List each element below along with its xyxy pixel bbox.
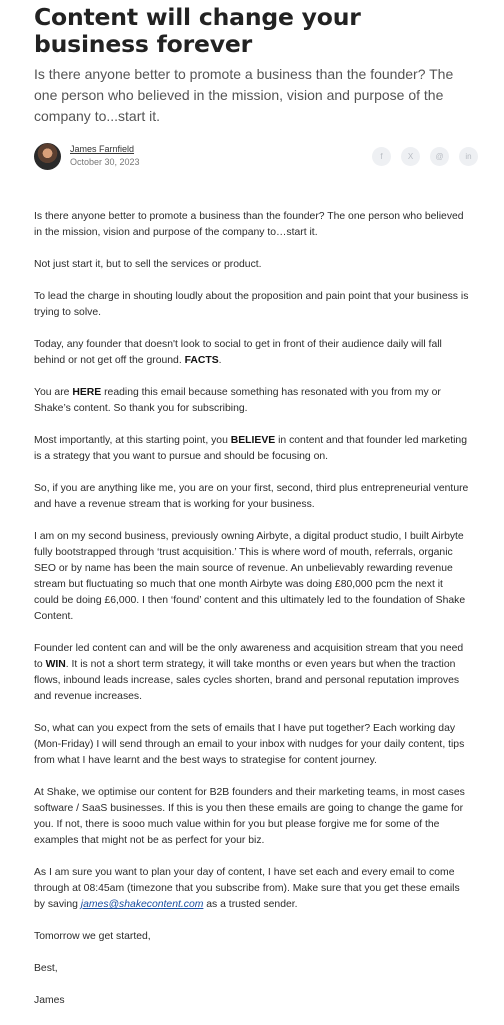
text: as a trusted sender. [203,899,298,910]
text: Founder led content can and will be the only awareness and acquisition stream that you need to [34,643,464,670]
paragraph: I am on my second business, previously owning Airbyte, a digital product studio, I built Airbyte fully bootstrapped through ‘trust acquisition.’ This is where word of mouth, referrals, organic SEO or by name has been the main source of revenue. An unbelievably rewarding revenue stream but fluctuating so much that one month Airbyte was doing £80,000 pcm the next it could be doing £6,000. I then ‘found’ content and this ultimately led to the foundation of Shake Content. [34,531,466,622]
publish-date: October 30, 2023 [70,157,140,167]
paragraph [34,865,470,913]
article [34,4,470,1025]
paragraph: Not just start it, but to sell the services or product. [34,259,262,270]
article-title: Content will change your business forever [34,3,361,58]
text: As I am sure you want to plan your day of content, I have set each and every email to come through at 08:45am (timezone that you subscribe from). Make sure that you get these emails by saving [34,867,460,910]
author-bar [34,141,470,171]
text: You are [34,387,73,398]
author-meta [70,143,140,169]
paragraph: James [34,995,65,1006]
paragraph: To lead the charge in shouting loudly about the proposition and pain point that your business is trying to solve. [34,291,469,318]
email-link[interactable]: james@shakecontent.com [80,899,204,910]
paragraph: Is there anyone better to promote a business than the founder? The one person who believed in the mission, vision and purpose of the company to…start it. [34,211,464,238]
paragraph: Tomorrow we get started, [34,931,151,942]
bold-text: HERE [72,387,102,398]
x-icon[interactable]: X [401,147,420,166]
bold-text: BELIEVE [230,435,276,446]
text: Most importantly, at this starting point, you [34,435,231,446]
paragraph: So, what can you expect from the sets of emails that I have put together? Each working day (Mon-Friday) I will send through an email to your inbox with nudges for your daily content, tips from what I have learnt and the best ways to strategise for content journey. [34,723,465,766]
facebook-icon[interactable]: f [372,147,391,166]
paragraph [34,433,470,465]
bold-text: WIN [45,659,66,670]
text: reading this email because something has resonated with you from my or Shake’s content. So thank you for subscribing. [34,387,441,414]
text: in content and that founder led marketing is a strategy that you want to pursue and should be focusing on. [34,435,467,462]
paragraph: So, if you are anything like me, you are on your first, second, third plus entrepreneurial venture and have a revenue stream that is working for your business. [34,483,469,510]
text: Today, any founder that doesn't look to social to get in front of their audience daily will fall behind or not get off the ground. [34,339,442,366]
paragraph: Best, [34,963,58,974]
bold-text: FACTS [184,355,219,366]
article-body [34,209,470,1009]
text: . [218,355,222,366]
threads-icon[interactable]: @ [430,147,449,166]
paragraph: At Shake, we optimise our content for B2B founders and their marketing teams, in most cases software / SaaS businesses. If this is you then these emails are going to change the game for you. If not, there is sooo much value within for you but please forgive me for some of the examples that might not be as perfect for your biz. [34,787,465,846]
author-name-link[interactable]: James Farnfield [70,144,135,154]
author-avatar [34,143,61,170]
paragraph [34,337,470,369]
article-subtitle: Is there anyone better to promote a business than the founder? The one person who believed in the mission, vision and purpose of the company to...start it. [34,66,454,124]
paragraph [34,641,470,705]
share-buttons [372,147,478,166]
text: . It is not a short term strategy, it will take months or even years but when the traction flows, inbound leads increase, sales cycles shorten, brand and personal reputation improves and revenue increases. [34,659,460,702]
paragraph [34,385,470,417]
linkedin-icon[interactable]: in [459,147,478,166]
